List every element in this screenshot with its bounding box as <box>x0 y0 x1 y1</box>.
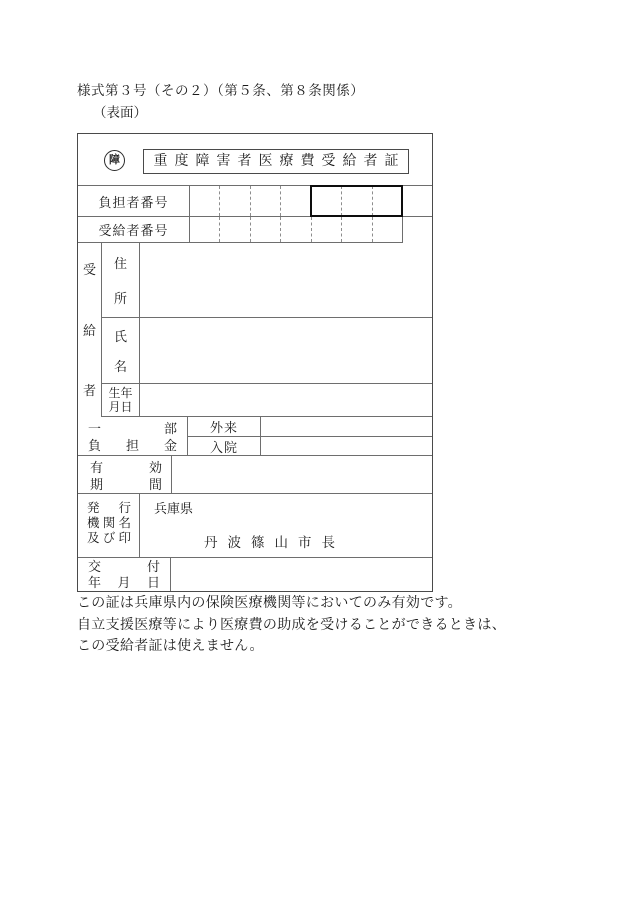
recipient-number-grid <box>190 217 403 243</box>
certificate-title: 重度障害者医療費受給者証 <box>143 149 409 174</box>
name-char: 名 <box>113 359 127 374</box>
copay-label <box>78 417 188 455</box>
recipient-digit-cell <box>372 217 402 242</box>
valid-period-row <box>78 456 432 494</box>
issuer-prefecture: 兵庫県 <box>154 501 194 516</box>
issuer-row <box>78 494 432 558</box>
recipient-digit-cell <box>311 217 341 242</box>
address-char: 所 <box>113 291 127 306</box>
issuer-mayor: 丹波篠山市長 <box>204 535 345 550</box>
issuer-label-line: 機関名 <box>87 516 131 530</box>
payer-number-label: 負担者番号 <box>78 186 190 216</box>
payer-digit-cell <box>372 186 402 216</box>
name-value-cell <box>140 318 432 383</box>
address-char: 住 <box>113 256 127 271</box>
footnote-line: この証は兵庫県内の保険医療機関等においてのみ有効です。 <box>77 596 462 611</box>
payer-row-right-strip <box>403 186 432 216</box>
payer-number-grid <box>190 186 403 216</box>
outpatient-row <box>188 417 432 437</box>
footnotes <box>77 593 506 658</box>
recipient-digit-cell <box>280 217 310 242</box>
inpatient-row <box>188 437 432 456</box>
birthdate-label <box>102 384 140 416</box>
issue-date-label-line: 年月日 <box>88 574 160 590</box>
recipient-char: 給 <box>82 322 96 338</box>
recipient-group-label <box>78 243 102 417</box>
certificate-card <box>77 133 433 592</box>
birthdate-label-line: 月日 <box>108 400 133 414</box>
address-label <box>102 243 140 317</box>
recipient-info-rows <box>102 243 432 417</box>
copay-section <box>78 417 432 456</box>
recipient-number-row <box>78 217 432 243</box>
title-row <box>78 134 432 186</box>
inpatient-label: 入院 <box>188 437 261 456</box>
birthdate-label-line: 生年 <box>108 386 133 400</box>
recipient-number-label: 受給者番号 <box>78 217 190 243</box>
payer-digit-cell <box>219 186 249 216</box>
address-row <box>102 243 432 318</box>
issuer-label-line: 発行 <box>87 501 131 515</box>
issue-date-label <box>78 558 171 591</box>
form-side-label: （表面） <box>93 105 147 120</box>
outpatient-label: 外来 <box>188 417 261 436</box>
valid-period-value-cell <box>172 456 432 493</box>
disability-emblem-icon: 障 <box>104 150 125 171</box>
recipient-digit-cell <box>341 217 371 242</box>
recipient-digit-cell <box>190 217 219 242</box>
birthdate-row <box>102 384 432 417</box>
recipient-info-section <box>78 243 432 417</box>
valid-period-label <box>78 456 172 493</box>
inpatient-value-cell <box>261 437 432 456</box>
recipient-char: 受 <box>82 262 96 277</box>
copay-rows <box>188 417 432 455</box>
footnote-line: この受給者証は使えません。 <box>77 639 264 654</box>
copay-label-line: 負担金 <box>88 438 177 453</box>
birthdate-value-cell <box>140 384 432 416</box>
name-row <box>102 318 432 384</box>
payer-digit-cell <box>250 186 280 216</box>
footnote-line: 自立支援医療等により医療費の助成を受けることができるときは、 <box>77 617 506 633</box>
issuer-label <box>78 494 140 557</box>
name-label <box>102 318 140 383</box>
valid-period-label-line: 有効 <box>90 459 162 475</box>
issue-date-label-line: 交付 <box>88 558 160 574</box>
outpatient-value-cell <box>261 417 432 436</box>
issue-date-value-cell <box>171 558 432 591</box>
recipient-char: 者 <box>82 383 96 398</box>
issuer-label-line: 及び印 <box>87 531 131 545</box>
payer-digit-cell <box>341 186 371 216</box>
name-char: 氏 <box>113 329 127 344</box>
payer-digit-cell <box>190 186 219 216</box>
issuer-value-cell <box>140 494 432 557</box>
valid-period-label-line: 期間 <box>90 476 162 492</box>
payer-digit-cell <box>311 186 341 216</box>
form-number-line: 様式第３号（その２）（第５条、第８条関係） <box>77 83 365 98</box>
address-value-cell <box>140 243 432 317</box>
issue-date-row <box>78 558 432 591</box>
recipient-digit-cell <box>250 217 280 242</box>
payer-number-row <box>78 186 432 217</box>
copay-label-line: 一部 <box>88 421 177 436</box>
recipient-row-right-strip <box>403 217 432 243</box>
payer-digit-cell <box>280 186 310 216</box>
recipient-digit-cell <box>219 217 249 242</box>
